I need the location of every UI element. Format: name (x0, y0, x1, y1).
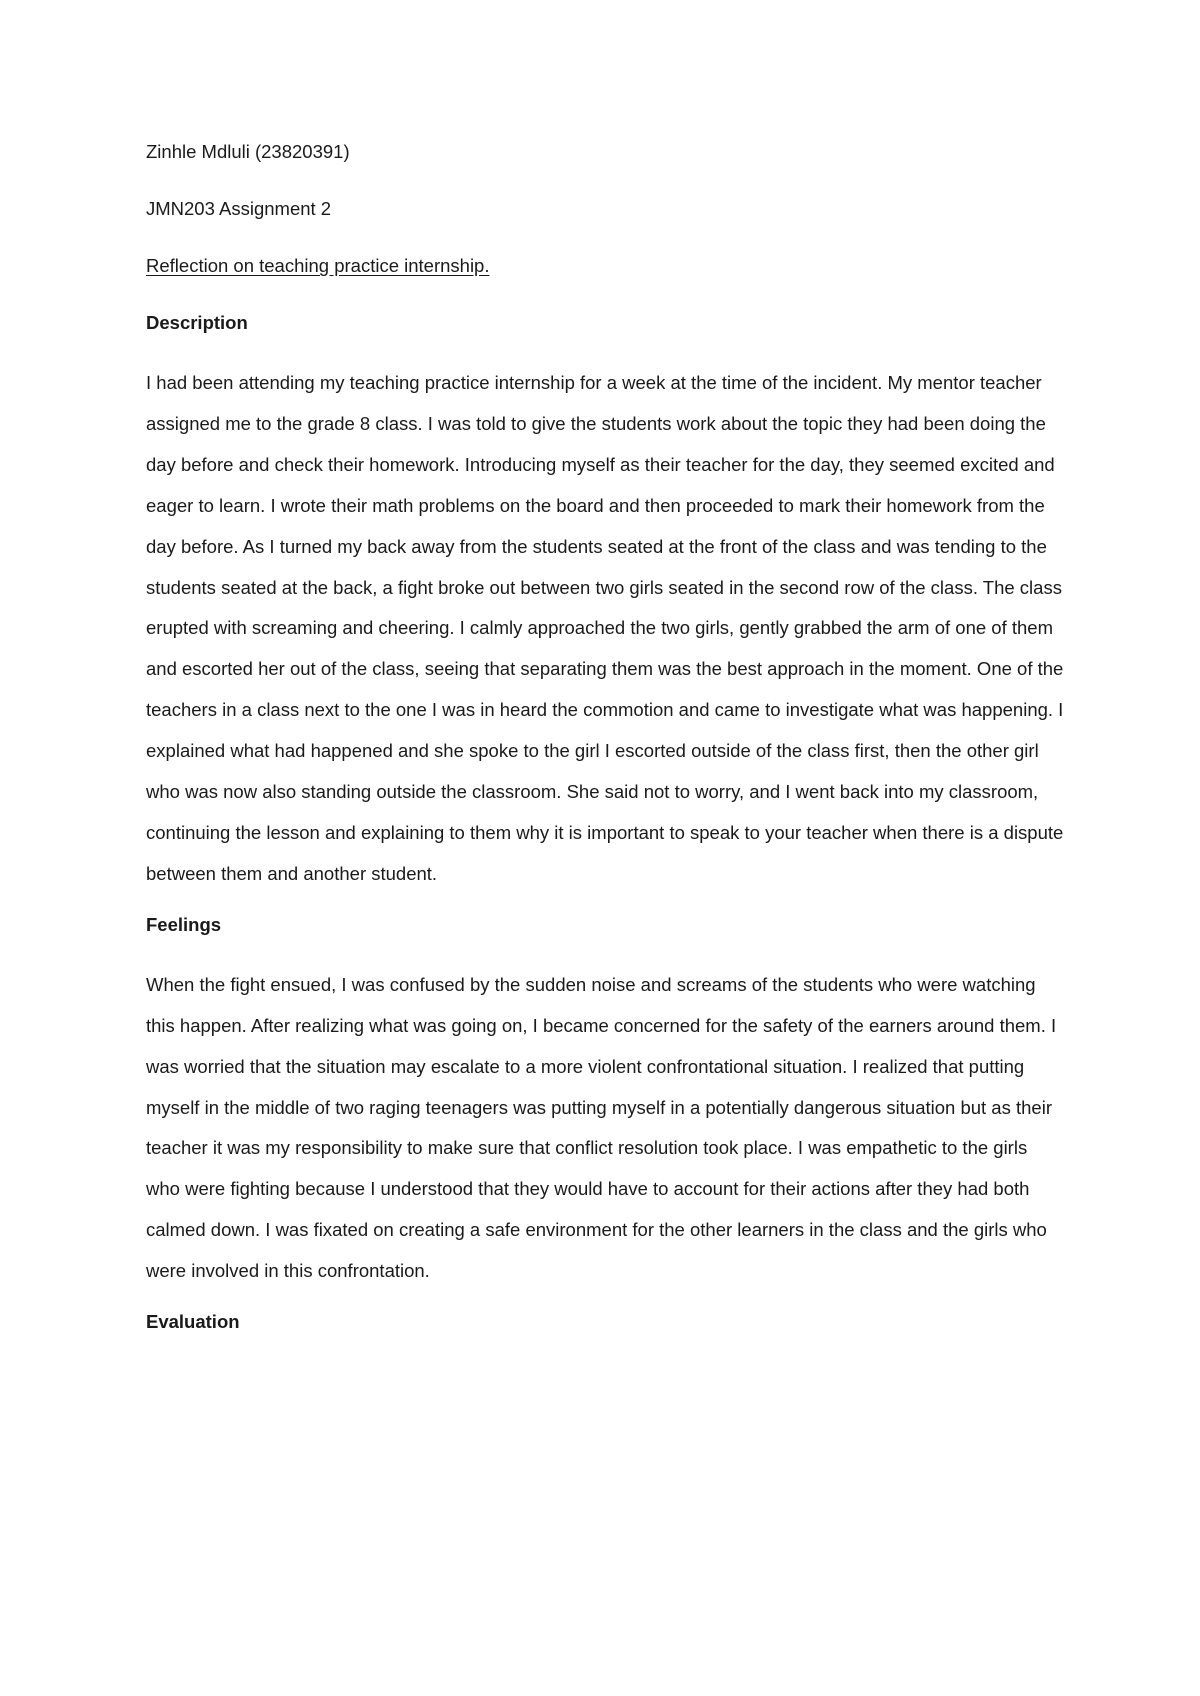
author-line: Zinhle Mdluli (23820391) (146, 141, 350, 162)
section-heading-feelings: Feelings (146, 913, 222, 935)
description-paragraph: I had been attending my teaching practice internship for a week at the time of the incident. My mentor teacher assigned me to the grade 8 class. I was told to give the students work about the topic they had been doing the day before and check their homework. Introducing myself as their teacher for the day, they seemed excited and eager to learn. I wrote their math problems on the board and then proceeded to mark their homework from the day before. As I turned my back away from the students seated at the front of the class and was tending to the students seated at the back, a fight broke out between two girls seated in the second row of the class. The class erupted with screaming and cheering. I calmly approached the two girls, gently grabbed the arm of one of them and escorted her out of the class, seeing that separating them was the best approach in the moment. One of the teachers in a class next to the one I was in heard the commotion and came to investigate what was happening. I explained what had happened and she spoke to the girl I escorted outside of the class first, then the other girl who was now also standing outside the classroom. She said not to worry, and I went back into my classroom, continuing the lesson and explaining to them why it is important to speak to your teacher when there is a dispute between them and another student. (146, 372, 1064, 884)
document-title: Reflection on teaching practice internship. (146, 255, 490, 276)
section-heading-description: Description (146, 312, 248, 333)
section-heading-evaluation: Evaluation (146, 1311, 240, 1333)
course-line: JMN203 Assignment 2 (146, 198, 332, 219)
document-content (146, 140, 1066, 1362)
feelings-paragraph: When the fight ensued, I was confused by the sudden noise and screams of the students who were watching this happen. After realizing what was going on, I became concerned for the safety of the earners around them. I was worried that the situation may escalate to a more violent confrontational situation. I realized that putting myself in the middle of two raging teenagers was putting myself in a potentially dangerous situation but as their teacher it was my responsibility to make sure that conflict resolution took place. I was empathetic to the girls who were fighting because I understood that they would have to account for their actions after they had both calmed down. I was fixated on creating a safe environment for the other learners in the class and the girls who were involved in this confrontation. (146, 973, 1057, 1282)
